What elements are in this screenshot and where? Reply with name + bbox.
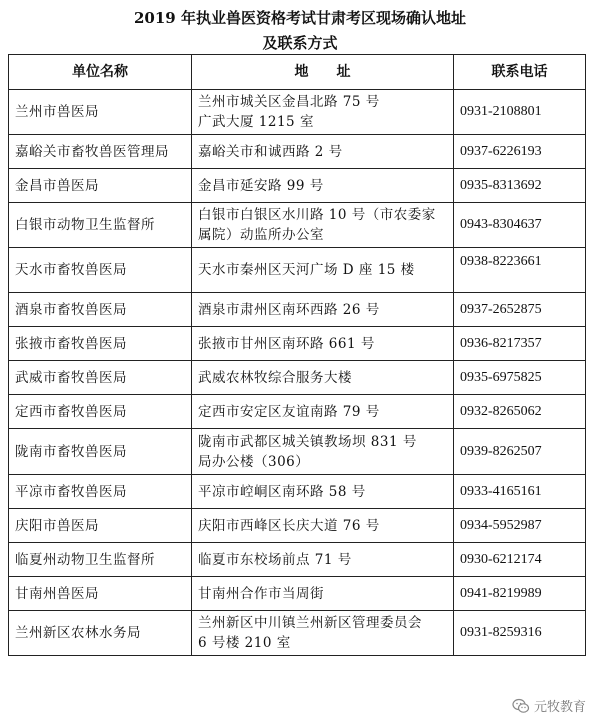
phone-number: 0932-8265062 [454, 395, 586, 429]
watermark [512, 696, 586, 715]
table-row [9, 611, 586, 656]
unit-name: 陇南市畜牧兽医局 [9, 429, 192, 475]
unit-name: 酒泉市畜牧兽医局 [9, 293, 192, 327]
phone-number: 0935-8313692 [454, 169, 586, 203]
unit-name: 庆阳市兽医局 [9, 509, 192, 543]
address: 平凉市崆峒区南环路 58 号 [192, 475, 454, 509]
phone-number: 0939-8262507 [454, 429, 586, 475]
table-row [9, 395, 586, 429]
table-row [9, 327, 586, 361]
table-row [9, 475, 586, 509]
unit-name: 金昌市兽医局 [9, 169, 192, 203]
phone-number: 0930-6212174 [454, 543, 586, 577]
address: 张掖市甘州区南环路 661 号 [192, 327, 454, 361]
table-row [9, 361, 586, 395]
unit-name: 兰州市兽医局 [9, 90, 192, 135]
address: 武威农林牧综合服务大楼 [192, 361, 454, 395]
contact-table [8, 54, 586, 656]
wechat-icon [512, 697, 530, 715]
unit-name: 白银市动物卫生监督所 [9, 203, 192, 248]
unit-name: 嘉峪关市畜牧兽医管理局 [9, 135, 192, 169]
address: 天水市秦州区天河广场 D 座 15 楼 [192, 248, 454, 293]
address: 白银市白银区水川路 10 号（市农委家 属院）动监所办公室 [192, 203, 454, 248]
unit-name: 天水市畜牧兽医局 [9, 248, 192, 293]
table-row [9, 577, 586, 611]
phone-number: 0941-8219989 [454, 577, 586, 611]
table-row [9, 248, 586, 293]
phone-number: 0935-6975825 [454, 361, 586, 395]
phone-number: 0936-8217357 [454, 327, 586, 361]
phone-number: 0937-6226193 [454, 135, 586, 169]
watermark-text: 元牧教育 [533, 700, 586, 715]
address: 酒泉市肃州区南环西路 26 号 [192, 293, 454, 327]
unit-name: 临夏州动物卫生监督所 [9, 543, 192, 577]
table-row [9, 90, 586, 135]
table-row [9, 543, 586, 577]
address: 金昌市延安路 99 号 [192, 169, 454, 203]
page-title: 2019 年执业兽医资格考试甘肃考区现场确认地址 [134, 9, 466, 27]
table-row [9, 203, 586, 248]
address: 兰州市城关区金昌北路 75 号 广武大厦 1215 室 [192, 90, 454, 135]
address: 兰州新区中川镇兰州新区管理委员会 6 号楼 210 室 [192, 611, 454, 656]
address: 庆阳市西峰区长庆大道 76 号 [192, 509, 454, 543]
table-row [9, 293, 586, 327]
unit-name: 甘南州兽医局 [9, 577, 192, 611]
address: 临夏市东校场前点 71 号 [192, 543, 454, 577]
unit-name: 张掖市畜牧兽医局 [9, 327, 192, 361]
address: 定西市安定区友谊南路 79 号 [192, 395, 454, 429]
phone-number: 0931-8259316 [454, 611, 586, 656]
phone-number: 0937-2652875 [454, 293, 586, 327]
address: 甘南州合作市当周街 [192, 577, 454, 611]
phone-number: 0934-5952987 [454, 509, 586, 543]
table-row [9, 509, 586, 543]
table-row [9, 169, 586, 203]
header-unit: 单位名称 [9, 55, 192, 90]
phone-number: 0933-4165161 [454, 475, 586, 509]
header-phone: 联系电话 [454, 55, 586, 90]
phone-number: 0943-8304637 [454, 203, 586, 248]
unit-name: 兰州新区农林水务局 [9, 611, 192, 656]
unit-name: 武威市畜牧兽医局 [9, 361, 192, 395]
unit-name: 平凉市畜牧兽医局 [9, 475, 192, 509]
table-row [9, 135, 586, 169]
unit-name: 定西市畜牧兽医局 [9, 395, 192, 429]
header-address: 地 址 [192, 55, 454, 90]
table-row [9, 429, 586, 475]
phone-number: 0931-2108801 [454, 90, 586, 135]
phone-number: 0938-8223661 [454, 248, 586, 293]
address: 陇南市武都区城关镇教场坝 831 号 局办公楼（306） [192, 429, 454, 475]
page-subtitle: 及联系方式 [262, 34, 338, 52]
address: 嘉峪关市和诚西路 2 号 [192, 135, 454, 169]
table-header-row [9, 55, 586, 90]
